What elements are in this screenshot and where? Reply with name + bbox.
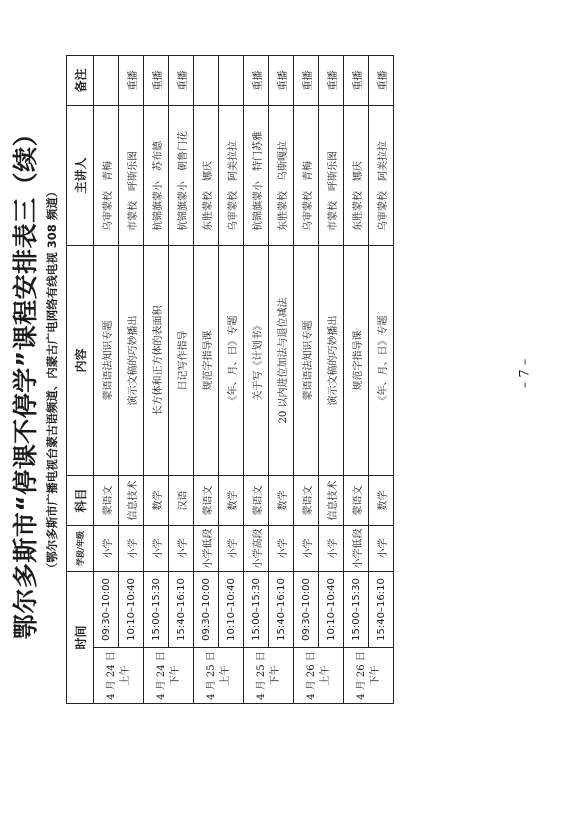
content-cell: 蒙语语法知识专题 bbox=[294, 245, 319, 475]
subject-cell: 蒙语文 bbox=[344, 475, 369, 525]
table-row bbox=[294, 55, 319, 703]
speaker-cell: 乌审蒙校 青梅 bbox=[94, 105, 119, 245]
table-header-row bbox=[67, 55, 94, 703]
header-remark: 备注 bbox=[67, 55, 94, 105]
grade-cell: 小学低段 bbox=[344, 525, 369, 571]
grade-cell: 小学高段 bbox=[244, 525, 269, 571]
remark-cell: 重播 bbox=[144, 55, 169, 105]
subject-cell: 汉语 bbox=[169, 475, 194, 525]
remark-cell: 重播 bbox=[294, 55, 319, 105]
header-time: 时间 bbox=[67, 571, 94, 703]
subject-cell: 数学 bbox=[219, 475, 244, 525]
time-cell: 10:10–10:40 bbox=[219, 571, 244, 647]
time-cell: 15:00–15:30 bbox=[244, 571, 269, 647]
content-cell: 《年、月、日》专题 bbox=[219, 245, 244, 475]
content-cell: 演示文稿的巧妙播出 bbox=[319, 245, 344, 475]
rotated-page bbox=[0, 40, 576, 720]
grade-cell: 小学 bbox=[119, 525, 144, 571]
speaker-cell: 杭锦旗蒙小 特门苏雅 bbox=[244, 105, 269, 245]
page-number: – 7 – bbox=[517, 358, 533, 389]
date-cell: 4 月 24 日下午 bbox=[144, 648, 194, 704]
remark-cell: 重播 bbox=[319, 55, 344, 105]
header-content: 内容 bbox=[67, 245, 94, 475]
subject-cell: 蒙语文 bbox=[194, 475, 219, 525]
grade-cell: 小学 bbox=[269, 525, 294, 571]
remark-cell bbox=[94, 55, 119, 105]
page-subtitle: （鄂尔多斯市广播电视台蒙古语频道、内蒙古广电网络有线电视 308 频道） bbox=[45, 185, 59, 575]
remark-cell: 重播 bbox=[269, 55, 294, 105]
speaker-cell: 东胜蒙校 乌斯嘎拉 bbox=[269, 105, 294, 245]
content-cell: 蒙语语法知识专题 bbox=[94, 245, 119, 475]
grade-cell: 小学 bbox=[169, 525, 194, 571]
time-cell: 09:30–10:00 bbox=[94, 571, 119, 647]
date-cell: 4 月 25 日下午 bbox=[244, 648, 294, 704]
subject-cell: 数学 bbox=[369, 475, 394, 525]
table-row bbox=[244, 55, 269, 703]
time-cell: 15:00–15:30 bbox=[144, 571, 169, 647]
date-cell: 4 月 25 日上午 bbox=[194, 648, 244, 704]
table-row bbox=[319, 55, 344, 703]
grade-cell: 小学 bbox=[369, 525, 394, 571]
content-cell: 长方体和正方体的表面积 bbox=[144, 245, 169, 475]
table-row bbox=[194, 55, 219, 703]
content-cell: 规范字指导课 bbox=[194, 245, 219, 475]
table-row bbox=[144, 55, 169, 703]
table-row bbox=[119, 55, 144, 703]
speaker-cell: 市蒙校 呼斯乐图 bbox=[119, 105, 144, 245]
date-cell: 4 月 26 日下午 bbox=[344, 648, 394, 704]
header-grade: 学段/年级 bbox=[67, 525, 94, 571]
page-title: 鄂尔多斯市“停课不停学”课程安排表三（续） bbox=[11, 120, 40, 640]
grade-cell: 小学 bbox=[144, 525, 169, 571]
remark-cell: 重播 bbox=[369, 55, 394, 105]
content-cell: 关于写《计划书》 bbox=[244, 245, 269, 475]
remark-cell bbox=[219, 55, 244, 105]
time-cell: 10:10–10:40 bbox=[119, 571, 144, 647]
grade-cell: 小学 bbox=[219, 525, 244, 571]
speaker-cell: 乌审蒙校 阿美拉拉 bbox=[369, 105, 394, 245]
time-cell: 15:00–15:30 bbox=[344, 571, 369, 647]
table-row bbox=[344, 55, 369, 703]
date-cell: 4 月 24 日上午 bbox=[94, 648, 144, 704]
subject-cell: 数学 bbox=[144, 475, 169, 525]
content-cell: 规范字指导课 bbox=[344, 245, 369, 475]
subject-cell: 蒙语文 bbox=[94, 475, 119, 525]
content-cell: 演示文稿的巧妙播出 bbox=[119, 245, 144, 475]
time-cell: 10:10–10:40 bbox=[319, 571, 344, 647]
grade-cell: 小学 bbox=[94, 525, 119, 571]
content-cell: 日记写作指导 bbox=[169, 245, 194, 475]
speaker-cell: 东胜蒙校 娜庆 bbox=[344, 105, 369, 245]
speaker-cell: 市蒙校 呼斯乐图 bbox=[319, 105, 344, 245]
table-row bbox=[94, 55, 119, 703]
subject-cell: 数学 bbox=[269, 475, 294, 525]
time-cell: 09:30–10:00 bbox=[294, 571, 319, 647]
speaker-cell: 杭锦旗蒙小 朝鲁门花 bbox=[169, 105, 194, 245]
table-row bbox=[219, 55, 244, 703]
time-cell: 09:30–10:00 bbox=[194, 571, 219, 647]
content-cell: 《年、月、日》专题 bbox=[369, 245, 394, 475]
subject-cell: 蒙语文 bbox=[294, 475, 319, 525]
subject-cell: 信息技术 bbox=[119, 475, 144, 525]
schedule-table bbox=[66, 55, 394, 704]
subject-cell: 蒙语文 bbox=[244, 475, 269, 525]
speaker-cell: 乌审蒙校 青梅 bbox=[294, 105, 319, 245]
table-row bbox=[269, 55, 294, 703]
time-cell: 15:40–16:10 bbox=[169, 571, 194, 647]
speaker-cell: 杭锦旗蒙小 苏布德 bbox=[144, 105, 169, 245]
remark-cell: 重播 bbox=[119, 55, 144, 105]
grade-cell: 小学 bbox=[319, 525, 344, 571]
content-cell: 20 以内进位加法与退位减法 bbox=[269, 245, 294, 475]
header-subject: 科目 bbox=[67, 475, 94, 525]
remark-cell: 重播 bbox=[169, 55, 194, 105]
remark-cell bbox=[194, 55, 219, 105]
remark-cell: 重播 bbox=[244, 55, 269, 105]
grade-cell: 小学低段 bbox=[194, 525, 219, 571]
grade-cell: 小学 bbox=[294, 525, 319, 571]
speaker-cell: 东胜蒙校 娜庆 bbox=[194, 105, 219, 245]
date-cell: 4 月 26 日上午 bbox=[294, 648, 344, 704]
header-speaker: 主讲人 bbox=[67, 105, 94, 245]
subject-cell: 信息技术 bbox=[319, 475, 344, 525]
table-row bbox=[369, 55, 394, 703]
speaker-cell: 乌审蒙校 阿美拉拉 bbox=[219, 105, 244, 245]
table-row bbox=[169, 55, 194, 703]
time-cell: 15:40–16:10 bbox=[369, 571, 394, 647]
remark-cell: 重播 bbox=[344, 55, 369, 105]
time-cell: 15:40–16:10 bbox=[269, 571, 294, 647]
